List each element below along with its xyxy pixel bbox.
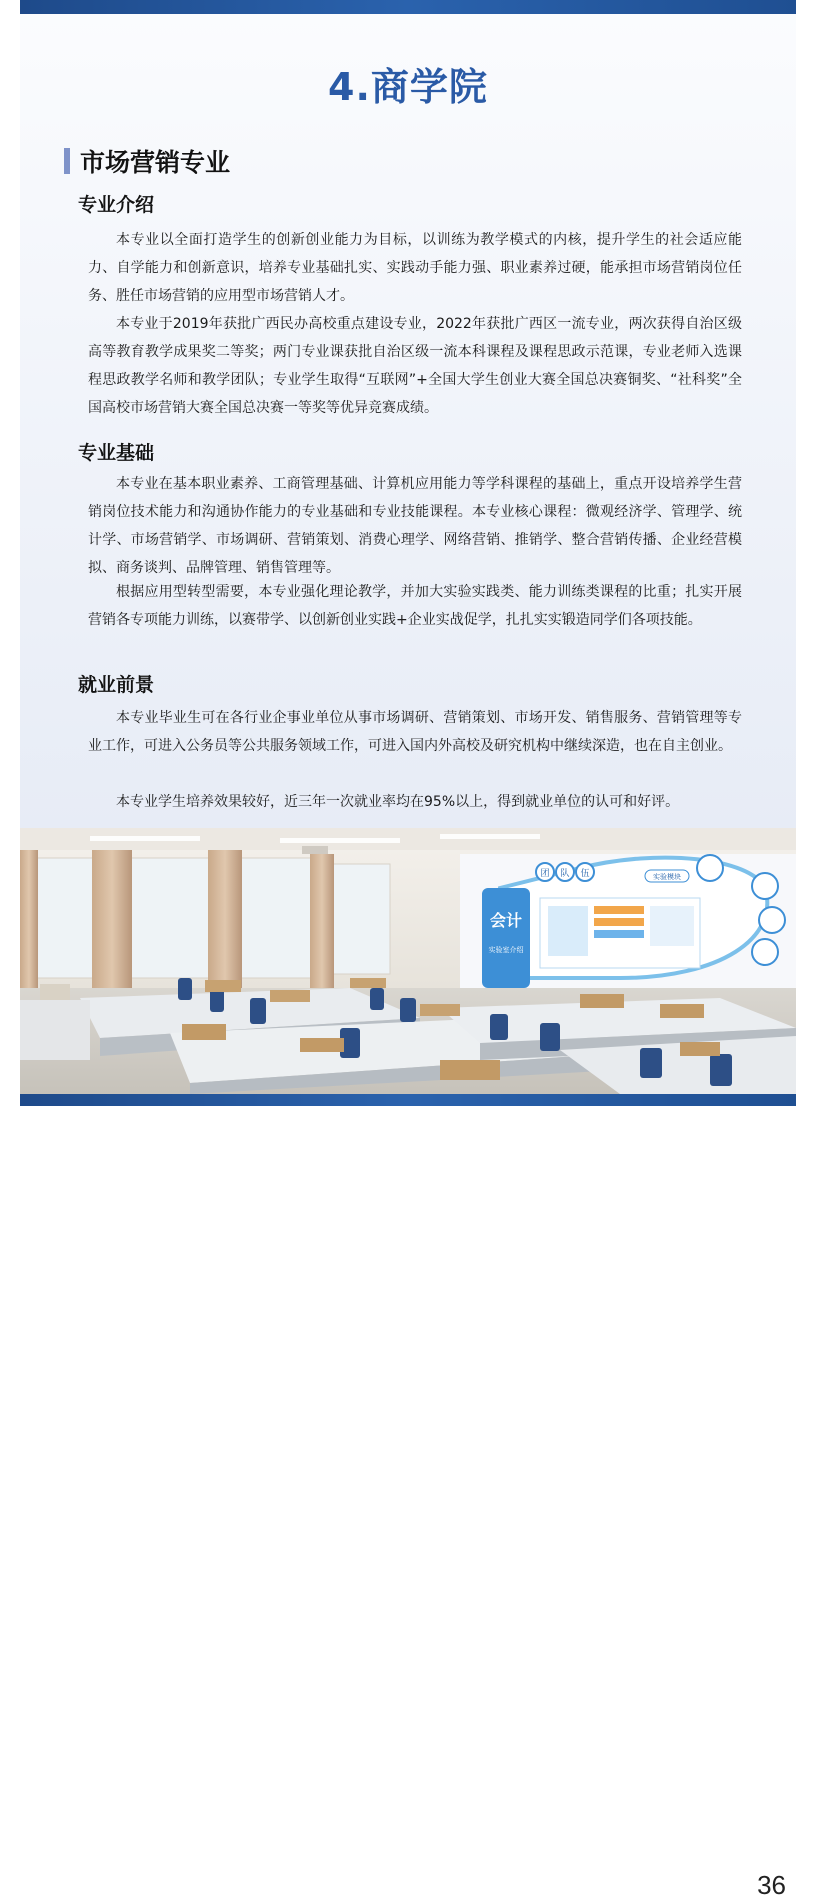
- section-heading-basis: 专业基础: [78, 442, 155, 464]
- page-title: 4.商学院: [328, 65, 488, 109]
- bottom-decorative-band: [20, 1094, 796, 1106]
- intro-paragraph-2: 本专业于2019年获批广西民办高校重点建设专业，2022年获批广西区一流专业，两次获得自治区级高等教育教学成果奖二等奖；两门专业课获批自治区级一流本科课程及课程思政示范课，专业老师入选课程思政教学名师和教学团队；专业学生取得“互联网”+全国大学生创业大赛全国总决赛铜奖、“社科奖”全国高校市场营销大赛全国总决赛一等奖等优异竞赛成绩。: [88, 316, 742, 416]
- wall-circle-1: 团: [540, 869, 550, 879]
- intro-paragraph-1: 本专业以全面打造学生的创新创业能力为目标，以训练为教学模式的内核，提升学生的社会适应能力、自学能力和创新意识，培养专业基础扎实、实践动手能力强、职业素养过硬，能承担市场营销岗位任务、胜任市场营销的应用型市场营销人才。: [88, 232, 742, 304]
- section-heading-career: 就业前景: [78, 674, 155, 696]
- wall-banner-text: 实验模块: [653, 873, 681, 881]
- wall-subtitle-text: 实验室介绍: [488, 946, 524, 954]
- heading-accent-bar: [64, 148, 70, 174]
- major-heading: [64, 144, 230, 178]
- major-name: 市场营销专业: [80, 148, 231, 177]
- career-paragraph-1: 本专业毕业生可在各行业企事业单位从事市场调研、营销策划、市场开发、销售服务、营销管理等专业工作，可进入公务员等公共服务领域工作，可进入国内外高校及研究机构中继续深造，也在自主创业。: [88, 710, 742, 754]
- page-number: 36: [757, 1870, 786, 1900]
- basis-paragraph-1: 本专业在基本职业素养、工商管理基础、计算机应用能力等学科课程的基础上，重点开设培养学生营销岗位技术能力和沟通协作能力的专业基础和专业技能课程。本专业核心课程：微观经济学、管理学、统计学、市场营销学、市场调研、营销策划、消费心理学、网络营销、推销学、整合营销传播、企业经营模拟、商务谈判、品牌管理、销售管理等。: [88, 476, 742, 576]
- wall-circle-3: 伍: [580, 869, 590, 879]
- wall-circle-2: 队: [560, 869, 570, 879]
- section-heading-intro: 专业介绍: [78, 194, 155, 216]
- top-decorative-band: [20, 0, 796, 14]
- basis-paragraph-2: 根据应用型转型需要，本专业强化理论教学，并加大实验实践类、能力训练类课程的比重；扎实开展营销各专项能力训练，以赛带学、以创新创业实践+企业实战促学，扎扎实实锻造同学们各项技能。: [88, 584, 742, 628]
- career-paragraph-2: 本专业学生培养效果较好，近三年一次就业率均在95%以上，得到就业单位的认可和好评。: [116, 794, 680, 810]
- classroom-photo: [20, 828, 796, 1900]
- brochure-page: [20, 0, 796, 1900]
- wall-title-text: 会计: [489, 911, 523, 930]
